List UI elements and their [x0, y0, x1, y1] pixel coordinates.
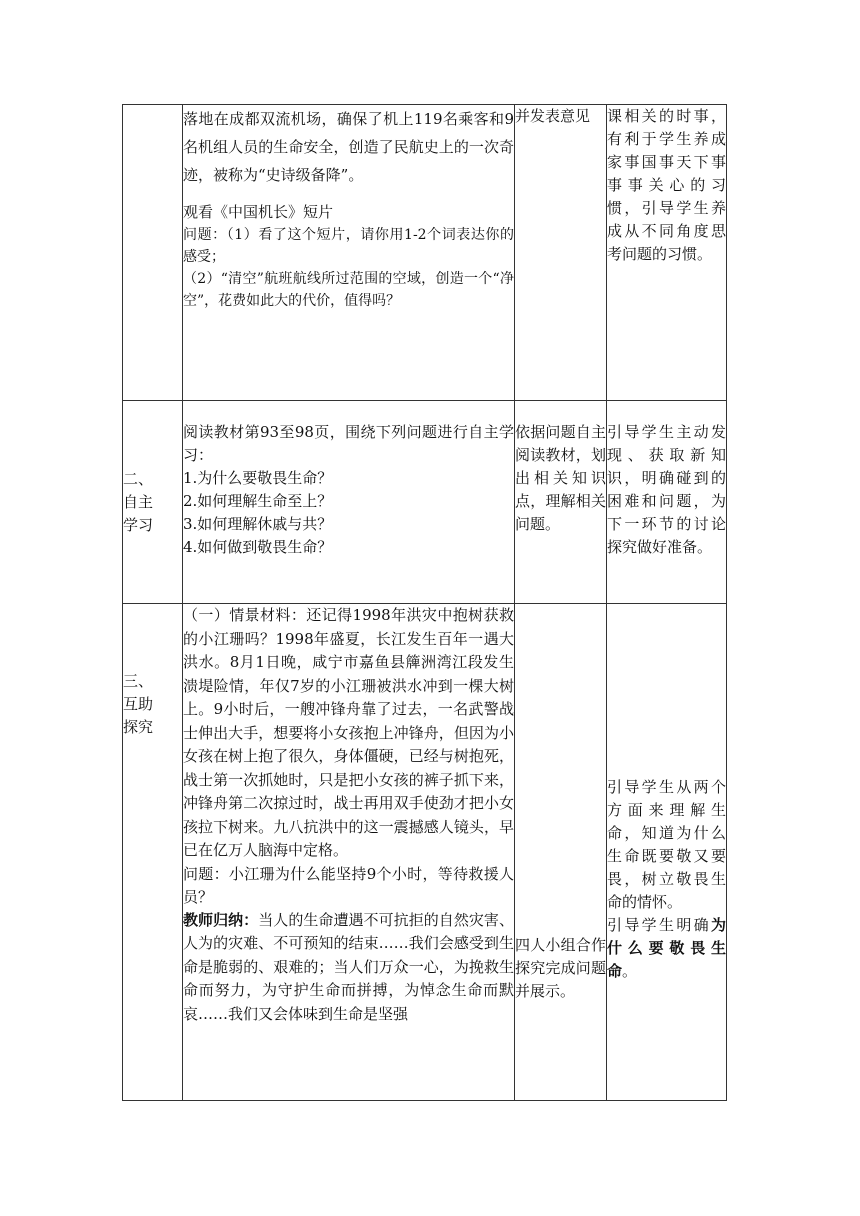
teacher-summary [183, 909, 514, 1027]
stage-cell [123, 401, 183, 604]
student-activity-cell [515, 604, 607, 1101]
table-row [123, 604, 727, 1101]
design-intent-cell [607, 401, 727, 604]
design-intent-text [607, 914, 726, 983]
design-intent-prefix: 引导学生明确 [607, 916, 711, 934]
design-intent-cell [607, 604, 727, 1101]
stage-number: 二、 [123, 469, 154, 488]
content-cell [183, 401, 515, 604]
design-intent-emphasis: 为什么要敬畏生命 [607, 916, 726, 980]
summary-label: 教师归纳： [183, 910, 259, 929]
student-activity-cell [515, 401, 607, 604]
lesson-plan-table [122, 104, 727, 1101]
stage-title: 互助 [123, 695, 154, 713]
design-intent-cell [607, 105, 727, 401]
stage-title: 自主 [123, 492, 154, 511]
student-activity-cell [515, 105, 607, 401]
question-text: 问题：（1）看了这个短片，请你用1-2个词表达你的感受； [183, 227, 514, 265]
question-item: 1.为什么要敬畏生命？ [183, 469, 333, 487]
stage-title: 学习 [123, 515, 154, 534]
stage-cell [123, 105, 183, 401]
table-row [123, 401, 727, 604]
summary-text: 当人的生命遭遇不可抗拒的自然灾害、人为的灾难、不可预知的结束……我们会感受到生命是脆弱的、艰难的；当人们万众一心，为挽救生命而努力，为守护生命而拼搏，为悼念生命而默哀……我们又会体味到生命是坚强 [183, 910, 514, 1023]
content-paragraph: 落地在成都双流机场，确保了机上119名乘客和9名机组人员的生命安全，创造了民航史上的一次奇迹，被称为“史诗级备降”。 [183, 110, 514, 184]
content-paragraph: 阅读教材第93至98页，围绕下列问题进行自主学习： [183, 423, 514, 464]
stage-title: 探究 [123, 718, 154, 736]
student-activity-text: 四人小组合作探究完成问题并展示。 [515, 936, 606, 1000]
content-cell [183, 604, 515, 1101]
student-activity-text: 并发表意见 [515, 107, 591, 125]
question-item: 4.如何做到敬畏生命？ [183, 538, 333, 556]
question-text: （2）“清空”航班航线所过范围的空域，创造一个“净空”，花费如此大的代价，值得吗？ [183, 271, 514, 309]
stage-number: 三、 [123, 672, 154, 690]
table-row [123, 105, 727, 401]
question-text: 问题：小江珊为什么能坚持9个小时，等待救援人员？ [183, 864, 514, 906]
stage-cell [123, 604, 183, 1101]
video-instruction: 观看《中国机长》短片 [183, 203, 334, 221]
design-intent-text: 引导学生从两个方面来理解生命，知道为什么生命既要敬又要畏，树立敬畏生命的情怀。 [607, 778, 726, 911]
content-cell [183, 105, 515, 401]
design-intent-suffix: 。 [622, 962, 638, 980]
design-intent-text: 课相关的时事，有利于学生养成家事国事天下事事事关心的习惯，引导学生养成从不同角度思考问题的习惯。 [607, 107, 726, 263]
question-item: 3.如何理解休戚与共？ [183, 515, 333, 533]
design-intent-text: 引导学生主动发现、获取新知识，明确碰到的困难和问题，为下一环节的讨论探究做好准备。 [607, 423, 726, 556]
question-item: 2.如何理解生命至上？ [183, 492, 333, 510]
student-activity-text: 依据问题自主阅读教材，划出相关知识点，理解相关问题。 [515, 423, 606, 533]
scenario-paragraph: （一）情景材料：还记得1998年洪灾中抱树获救的小江珊吗？1998年盛夏，长江发生百年一遇大洪水。8月1日晚，咸宁市嘉鱼县簰洲湾江段发生溃堤险情，年仅7岁的小江珊被洪水冲到一棵大树上。9小时后，一艘冲锋舟靠了过去，一名武警战士伸出大手，想要将小女孩抱上冲锋舟，但因为小女孩在树上抱了很久，身体僵硬，已经与树抱死，战士第一次抓她时，只是把小女孩的裤子抓下来，冲锋舟第二次掠过时，战士再用双手使劲才把小女孩拉下树来。九八抗洪中的这一震撼感人镜头，早已在亿万人脑海中定格。 [183, 606, 514, 859]
